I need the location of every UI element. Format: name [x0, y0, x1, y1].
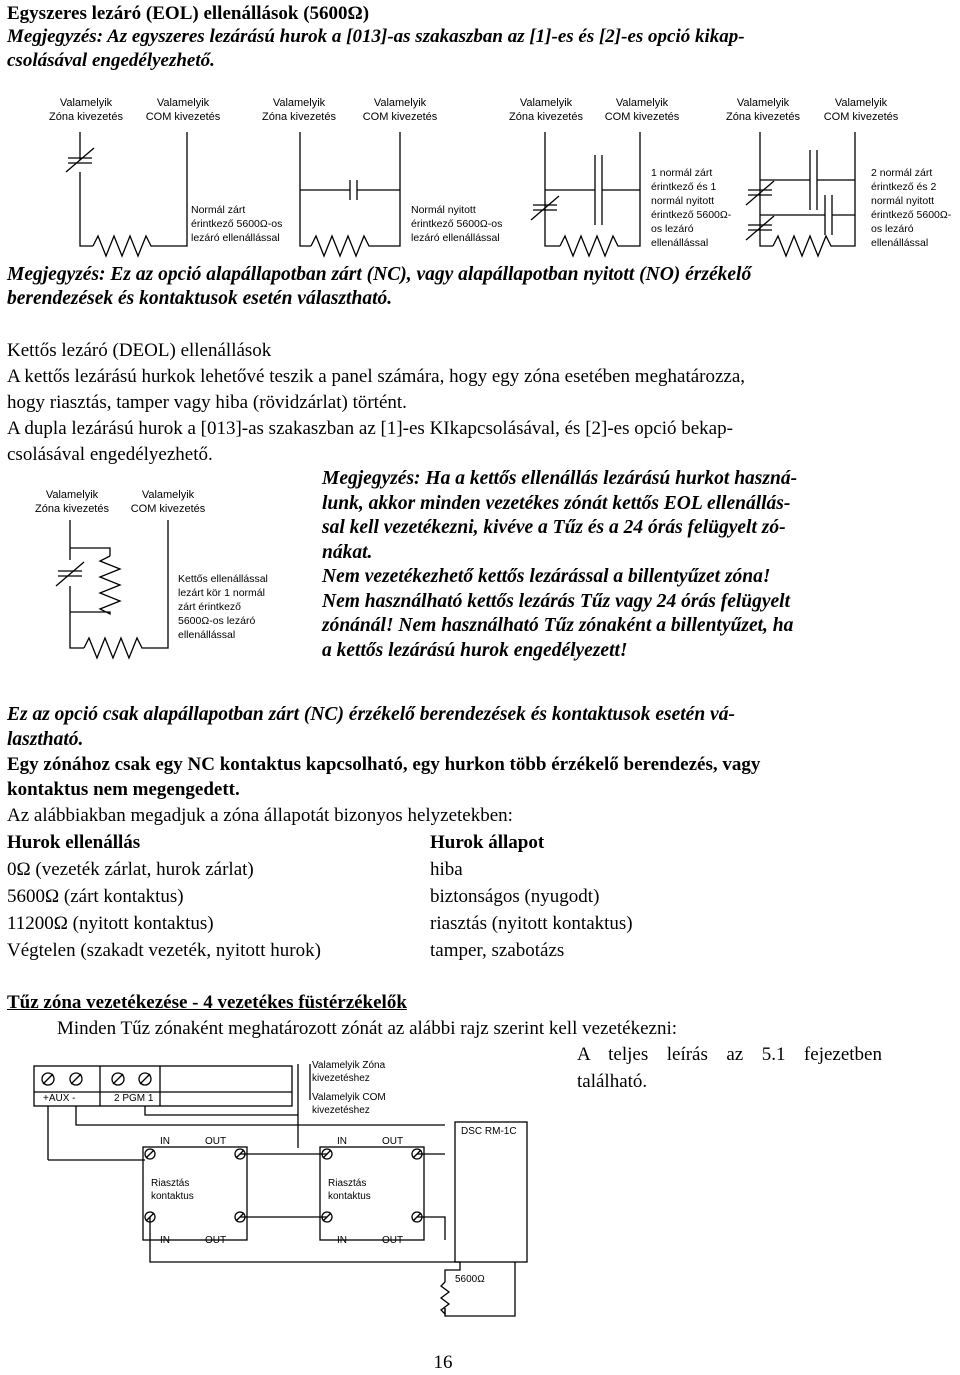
- table-row-state: riasztás (nyitott kontaktus): [430, 913, 633, 934]
- terminal-label-zone-4: Valamelyik Zóna kivezetés: [726, 97, 800, 123]
- detector1-out-label: OUT: [205, 1136, 227, 1147]
- nc-text-line5: Az alábbiakban megadjuk a zóna állapotát bizonyos helyzetekben:: [7, 805, 513, 826]
- eol-note-no: Normál nyitott érintkező 5600Ω-os lezáró ellenállással: [411, 204, 503, 244]
- detector1-alarm-contact: Riasztás kontaktus: [151, 1178, 194, 1202]
- page-number: 16: [433, 1352, 453, 1373]
- deol-p1-line1: A kettős lezárású hurkok lehetővé teszik a panel számára, hogy egy zóna esetében meghatározza,: [7, 366, 746, 387]
- nc-text-line1: Ez az opció csak alapállapotban zárt (NC) érzékelő berendezések és kontaktusok esetén vá-: [7, 704, 735, 725]
- fire-side-note-line1: A teljes leírás az 5.1 fejezetben: [577, 1044, 882, 1065]
- section-title-eol: Egyszeres lezáró (EOL) ellenállások (5600Ω): [7, 3, 370, 24]
- eol-note-line2: csolásával engedélyezhető.: [7, 50, 215, 71]
- pgm-terminal-label: 2 PGM 1: [114, 1093, 154, 1104]
- detector1-in-label-bottom: IN: [160, 1235, 170, 1246]
- terminal-label-zone-2: Valamelyik Zóna kivezetés: [262, 97, 336, 123]
- deol-terminal-label-zone: Valamelyik Zóna kivezetés: [35, 489, 109, 515]
- nc-text-line3: Egy zónához csak egy NC kontaktus kapcsolható, egy hurkon több érzékelő berendezés, vagy: [7, 754, 761, 775]
- com-terminal-note: Valamelyik COM kivezetéshez: [312, 1092, 386, 1116]
- detector2-in-label: IN: [337, 1136, 347, 1147]
- deol-p2-line1: A dupla lezárású hurok a [013]-as szakaszban az [1]-es KIkapcsolásával, és [2]-es opció bekap-: [7, 418, 733, 439]
- eol-resistor-label: 5600Ω: [455, 1274, 485, 1285]
- terminal-label-com-1: Valamelyik COM kivezetés: [145, 97, 221, 123]
- nc-text-line2: lasztható.: [7, 729, 84, 750]
- note-nc-no-line1: Megjegyzés: Ez az opció alapállapotban zárt (NC), vagy alapállapotban nyitott (NO) érzékelő: [7, 264, 752, 285]
- section-title-fire: Tűz zóna vezetékezése - 4 vezetékes füstérzékelők: [7, 992, 407, 1013]
- detector1-in-label: IN: [160, 1136, 170, 1147]
- eol-note-2nc-2no: 2 normál zárt érintkező és 2 normál nyitott érintkező 5600Ω- os lezáró ellenállással: [871, 167, 952, 249]
- deol-terminal-label-com: Valamelyik COM kivezetés: [130, 489, 206, 515]
- detector2-out-label: OUT: [382, 1136, 404, 1147]
- table-row-resistance: 11200Ω (nyitott kontaktus): [7, 913, 214, 934]
- aux-terminal-label: +AUX -: [43, 1093, 76, 1104]
- deol-note: Kettős ellenállással lezárt kör 1 normál zárt érintkező 5600Ω-os lezáró ellenállással: [178, 573, 268, 641]
- relay-label: DSC RM-1C: [461, 1126, 517, 1137]
- detector2-alarm-contact: Riasztás kontaktus: [328, 1178, 371, 1202]
- detector2-in-label-bottom: IN: [337, 1235, 347, 1246]
- table-row-resistance: Végtelen (szakadt vezeték, nyitott hurok): [7, 940, 321, 961]
- table-row-resistance: 5600Ω (zárt kontaktus): [7, 886, 184, 907]
- eol-note-nc: Normál zárt érintkező 5600Ω-os lezáró ellenállással: [191, 204, 283, 244]
- terminal-label-zone-3: Valamelyik Zóna kivezetés: [509, 97, 583, 123]
- terminal-label-zone-1: Valamelyik Zóna kivezetés: [49, 97, 123, 123]
- deol-warning-note: Megjegyzés: Ha a kettős ellenállás lezárású hurkot haszná- lunk, akkor minden vezetékes zónát kettős EOL ellenállás- sal kell vezetékezni, kivéve a Tűz és a 24 órás felügyelt zó- nákat. Nem vezetékezhető kettős lezárással a billentyűzet zóna! Nem használható kettős lezárás Tűz vagy 24 órás felügyelt zónánál! Nem használható Tűz zónaként a billentyűzet, ha a kettős lezárású hurok engedélyezett!: [322, 468, 798, 661]
- note-nc-no-line2: berendezések és kontaktusok esetén választható.: [7, 288, 393, 309]
- fire-side-note-line2: található.: [577, 1071, 648, 1092]
- terminal-label-com-4: Valamelyik COM kivezetés: [823, 97, 899, 123]
- detector1-out-label-bottom: OUT: [205, 1235, 227, 1246]
- deol-p2-line2: csolásával engedélyezhető.: [7, 444, 213, 465]
- fire-intro: Minden Tűz zónaként meghatározott zónát az alábbi rajz szerint kell vezetékezni:: [57, 1018, 678, 1039]
- table-row-state: hiba: [430, 859, 463, 880]
- deol-p1-line2: hogy riasztás, tamper vagy hiba (rövidzárlat) történt.: [7, 392, 407, 413]
- terminal-label-com-2: Valamelyik COM kivezetés: [362, 97, 438, 123]
- table-row-state: tamper, szabotázs: [430, 940, 565, 961]
- detector2-out-label-bottom: OUT: [382, 1235, 404, 1246]
- table-header-state: Hurok állapot: [430, 832, 545, 853]
- terminal-label-com-3: Valamelyik COM kivezetés: [604, 97, 680, 123]
- table-row-state: biztonságos (nyugodt): [430, 886, 600, 907]
- table-header-resistance: Hurok ellenállás: [7, 832, 141, 853]
- zone-terminal-note: Valamelyik Zóna kivezetéshez: [312, 1060, 386, 1084]
- eol-note-nc-no: 1 normál zárt érintkező és 1 normál nyitott érintkező 5600Ω- os lezáró ellenállással: [651, 167, 732, 249]
- eol-note-line1: Megjegyzés: Az egyszeres lezárású hurok a [013]-as szakaszban az [1]-es és [2]-es opció kikap-: [7, 26, 745, 47]
- section-title-deol: Kettős lezáró (DEOL) ellenállások: [7, 340, 272, 361]
- nc-text-line4: kontaktus nem megengedett.: [7, 779, 240, 800]
- table-row-resistance: 0Ω (vezeték zárlat, hurok zárlat): [7, 859, 254, 880]
